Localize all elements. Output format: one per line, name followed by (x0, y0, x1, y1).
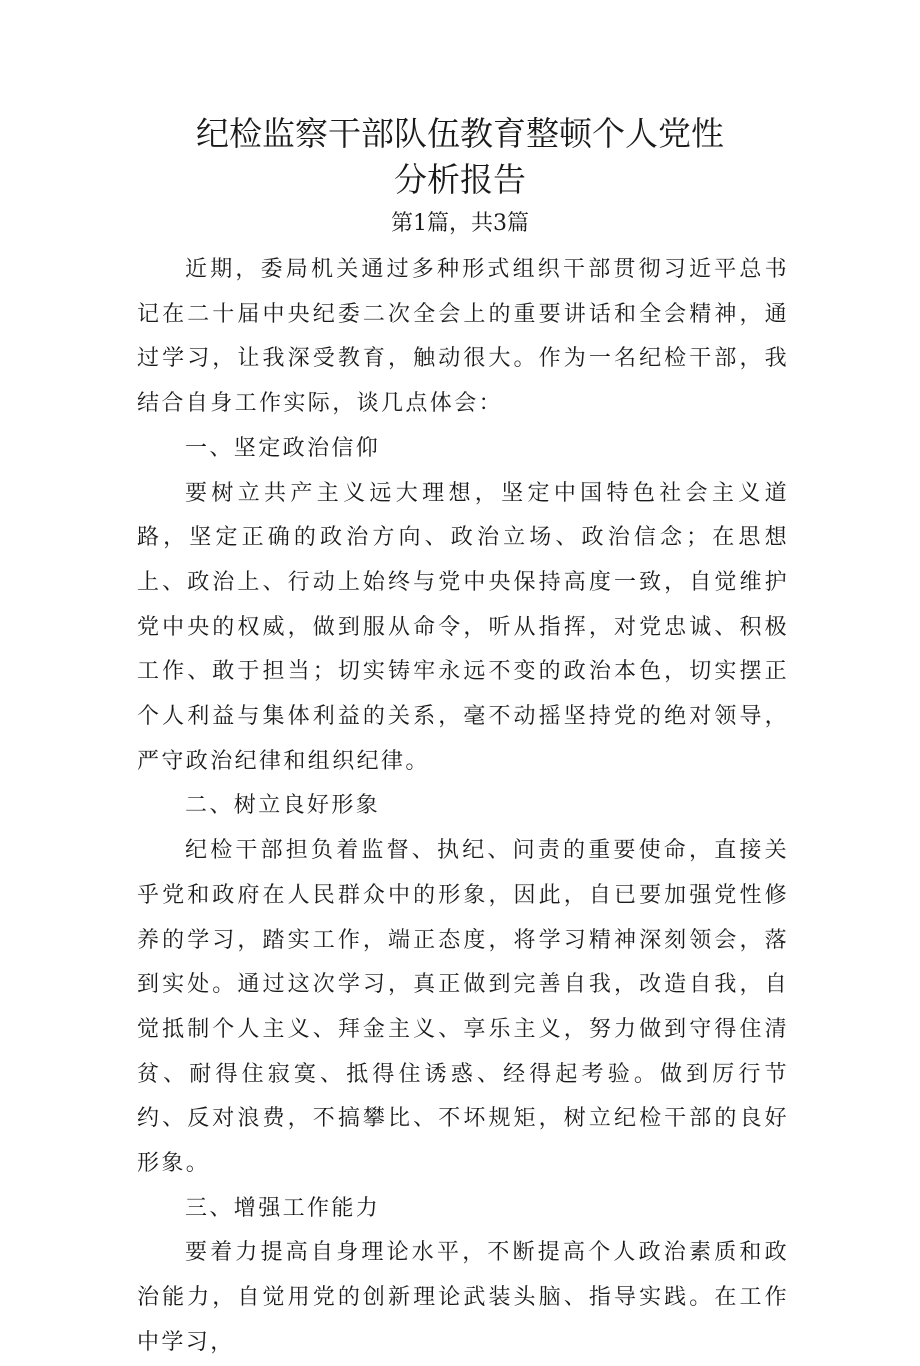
section-heading-3: 三、增强工作能力 (185, 1195, 381, 1221)
intro-paragraph: 近期，委局机关通过多种形式组织干部贯彻习近平总书记在二十届中央纪委二次全会上的重要讲话和全会精神，通过学习，让我深受教育，触动很大。作为一名纪检干部，我结合自身工作实际，谈几点体会： (137, 257, 789, 417)
section-heading-2: 二、树立良好形象 (185, 793, 381, 819)
document-body (137, 248, 789, 1366)
document-subtitle: 第1篇，共3篇 (391, 211, 529, 236)
section-paragraph-2: 纪检干部担负着监督、执纪、问责的重要使命，直接关乎党和政府在人民群众中的形象，因此，自已要加强党性修养的学习，踏实工作，端正态度，将学习精神深刻领会，落到实处。通过这次学习，真正做到完善自我，改造自我，自觉抵制个人主义、拜金主义、享乐主义，努力做到守得住清贫、耐得住寂寞、抵得住诱惑、经得起考验。做到厉行节约、反对浪费，不搞攀比、不坏规矩，树立纪检干部的良好形象。 (137, 838, 789, 1177)
section-heading-1: 一、坚定政治信仰 (185, 435, 381, 461)
document-title-line1: 纪检监察干部队伍教育整顿个人党性 (196, 114, 724, 153)
section-paragraph-3: 要着力提高自身理论水平，不断提高个人政治素质和政治能力，自觉用党的创新理论武装头脑、指导实践。在工作中学习， (137, 1240, 789, 1355)
section-paragraph-1: 要树立共产主义远大理想，坚定中国特色社会主义道路，坚定正确的政治方向、政治立场、政治信念；在思想上、政治上、行动上始终与党中央保持高度一致，自觉维护党中央的权威，做到服从命令，听从指挥，对党忠诚、积极工作、敢于担当；切实铸牢永远不变的政治本色，切实摆正个人利益与集体利益的关系，毫不动摇坚持党的绝对领导，严守政治纪律和组织纪律。 (137, 480, 789, 774)
document-title-line2: 分析报告 (394, 160, 526, 199)
